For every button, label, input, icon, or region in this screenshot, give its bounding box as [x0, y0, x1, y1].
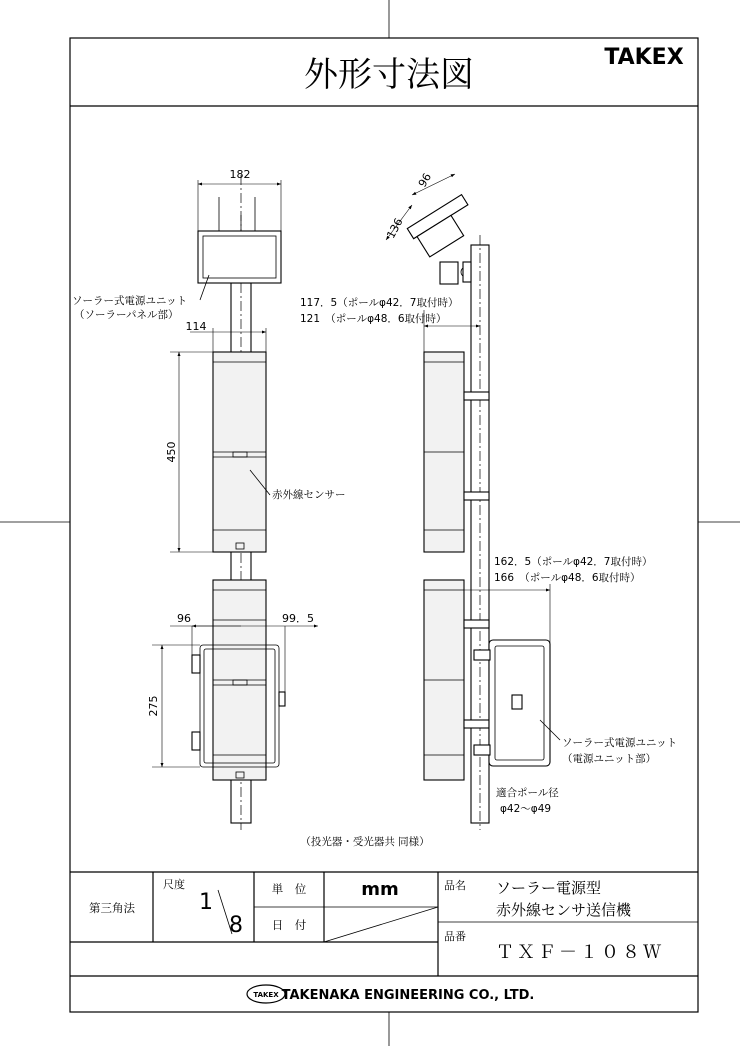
dim-182: 182: [229, 168, 251, 181]
sheet-border: [70, 38, 698, 1012]
label-ir-sensor: 赤外線センサー: [272, 489, 346, 501]
label-pole-range: φ42～φ49: [500, 803, 552, 815]
side-view: [300, 171, 677, 830]
unit-value: mm: [361, 879, 399, 900]
dim-99-5: 99．5: [282, 612, 314, 625]
dim-450: 450: [165, 441, 178, 463]
label-power-unit: ソーラー式電源ユニット: [562, 737, 678, 749]
scale-denominator: 8: [229, 913, 243, 938]
footer: [247, 985, 534, 1003]
title-block: [70, 872, 698, 976]
dim-96-front: 96: [177, 612, 191, 625]
note-same-for-both: （投光器・受光器共 同様）: [300, 836, 430, 848]
unit-label: 単 位: [271, 882, 307, 896]
date-label: 日 付: [271, 918, 307, 932]
label-solar-panel-sub: （ソーラーパネル部）: [74, 309, 179, 321]
label-power-unit-sub: （電源ユニット部）: [562, 753, 657, 765]
product-name-label: 品名: [444, 879, 466, 892]
takex-logo: TAKEX: [604, 45, 684, 70]
part-number-label: 品番: [444, 930, 466, 943]
dim-275: 275: [147, 695, 160, 717]
front-view: [72, 168, 430, 848]
label-solar-panel: ソーラー式電源ユニット: [72, 295, 188, 307]
dim-136: 136: [384, 216, 406, 241]
projection-method: 第三角法: [89, 901, 135, 915]
dim-114: 114: [185, 320, 207, 333]
product-name-line2: 赤外線センサ送信機: [496, 901, 632, 919]
company-name: TAKENAKA ENGINEERING CO., LTD.: [281, 988, 535, 1003]
dim-162-5: 162．5（ポールφ42．7取付時）: [494, 556, 653, 568]
dim-96-side: 96: [415, 170, 435, 190]
page-title: 外形寸法図: [304, 55, 474, 95]
dim-121: 121 （ポールφ48．6取付時）: [300, 313, 447, 325]
scale-numerator: 1: [199, 890, 213, 915]
footer-logo-text: TAKEX: [253, 991, 279, 999]
scale-label: 尺度: [163, 878, 185, 891]
solar-panel-front: [198, 231, 281, 283]
product-name-line1: ソーラー電源型: [496, 879, 602, 897]
part-number: ＴＸＦ－１０８Ｗ: [496, 942, 664, 963]
dim-117-5: 117．5（ポールφ42．7取付時）: [300, 297, 459, 309]
label-pole-diameter: 適合ポール径: [496, 787, 559, 799]
dim-166: 166 （ポールφ48．6取付時）: [494, 572, 641, 584]
